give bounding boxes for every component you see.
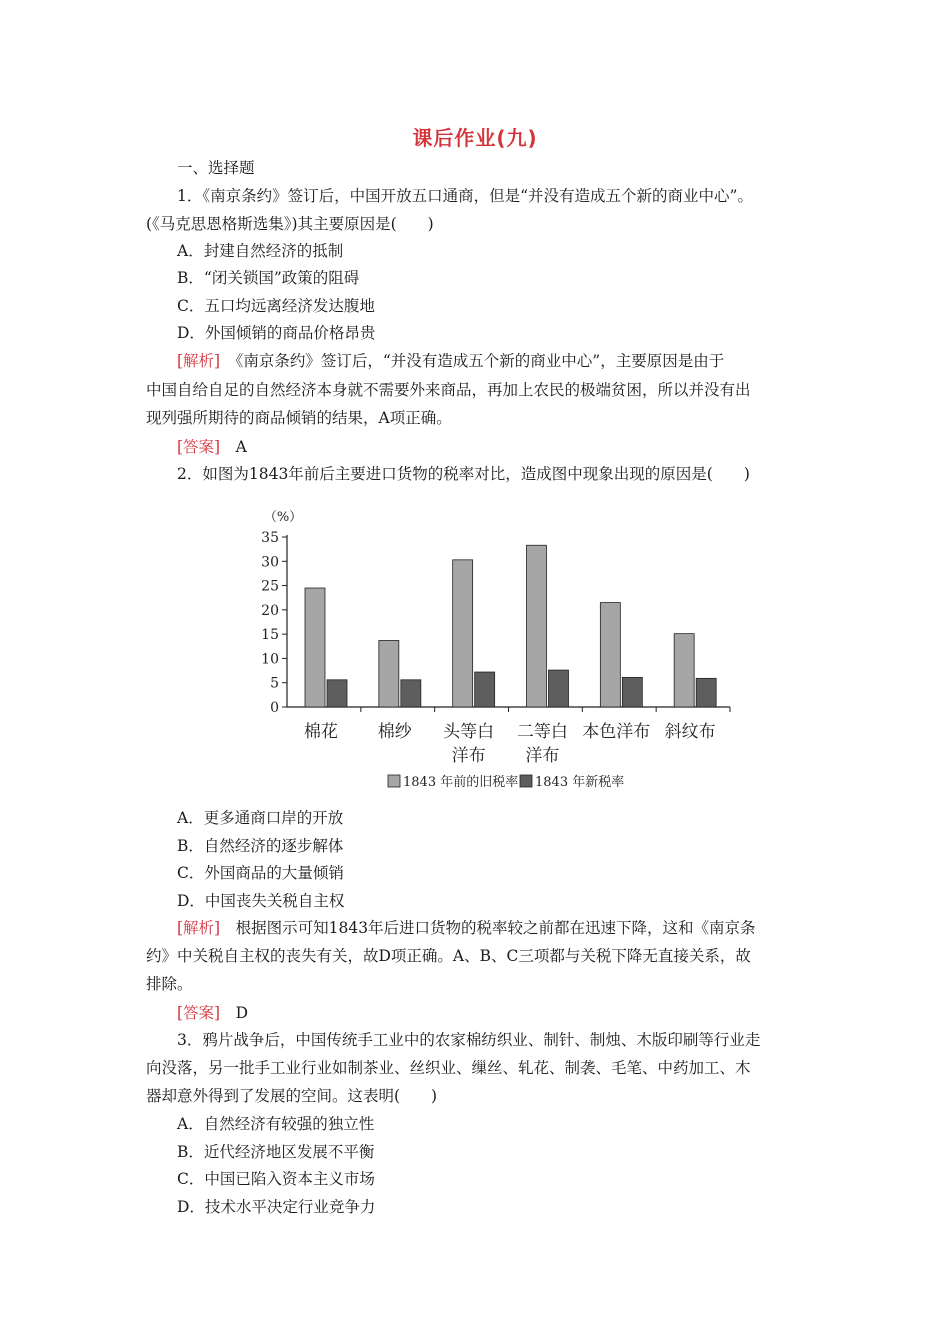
q3-stem-line2: 向没落，另一批手工业行业如制茶业、丝织业、缫丝、轧花、制袭、毛笔、中药加工、木 bbox=[146, 1059, 751, 1077]
q2-option-a: A．更多通商口岸的开放 bbox=[177, 809, 344, 827]
bar-new-rate bbox=[549, 670, 569, 707]
q1-option-a: A．封建自然经济的抵制 bbox=[177, 242, 344, 260]
q1-stem-line2: (《马克思恩格斯选集》)其主要原因是( ) bbox=[146, 215, 434, 233]
q2-analysis-line3: 排除。 bbox=[146, 975, 193, 993]
q2-answer bbox=[177, 1003, 248, 1023]
q3-option-a: A．自然经济有较强的独立性 bbox=[177, 1115, 375, 1133]
section-heading: 一、选择题 bbox=[177, 159, 255, 177]
answer-value: D bbox=[235, 1004, 249, 1022]
page-title: 课后作业(九) bbox=[412, 126, 538, 150]
category-label: 斜纹布 bbox=[664, 722, 716, 742]
q2-option-d: D．中国丧失关税自主权 bbox=[177, 892, 345, 910]
q1-answer bbox=[177, 437, 247, 457]
analysis-tag: [解析] bbox=[177, 352, 221, 370]
q3-option-c: C．中国已陷入资本主义市场 bbox=[177, 1170, 375, 1188]
y-tick-label: 10 bbox=[261, 651, 279, 668]
q1-stem-line1: 1．《南京条约》签订后，中国开放五口通商，但是“并没有造成五个新的商业中心”。 bbox=[177, 187, 753, 205]
category-label: 洋布 bbox=[525, 746, 560, 766]
bar-old-rate bbox=[379, 640, 399, 707]
answer-tag: [答案] bbox=[177, 1004, 221, 1022]
legend-label: 1843 年前的旧税率 bbox=[403, 775, 519, 790]
y-tick-label: 30 bbox=[261, 554, 279, 571]
q3-stem-line3: 器却意外得到了发展的空间。这表明( ) bbox=[146, 1087, 438, 1105]
q2-analysis-line1: [解析] 根据图示可知1843年后进口货物的税率较之前都在迅速下降，这和《南京条 bbox=[177, 919, 756, 937]
q1-option-c: C．五口均远离经济发达腹地 bbox=[177, 297, 375, 315]
q2-option-c: C．外国商品的大量倾销 bbox=[177, 864, 344, 882]
legend-swatch bbox=[388, 775, 400, 787]
y-tick-label: 5 bbox=[270, 675, 279, 692]
bar-old-rate bbox=[674, 634, 694, 707]
q3-option-d: D．技术水平决定行业竞争力 bbox=[177, 1198, 376, 1216]
category-label: 棉纱 bbox=[377, 722, 412, 742]
category-label: 棉花 bbox=[303, 722, 338, 742]
q1-option-b: B．“闭关锁国”政策的阻碍 bbox=[177, 269, 360, 287]
analysis-tag: [解析] bbox=[177, 919, 221, 937]
legend-label: 1843 年新税率 bbox=[535, 775, 625, 790]
answer-tag: [答案] bbox=[177, 438, 221, 456]
q1-analysis-line2: 中国自给自足的自然经济本身就不需要外来商品，再加上农民的极端贫困，所以并没有出 bbox=[146, 381, 751, 399]
y-tick-label: 25 bbox=[261, 578, 279, 595]
tariff-bar-chart bbox=[255, 505, 755, 805]
bar-new-rate bbox=[622, 677, 642, 707]
bar-new-rate bbox=[327, 680, 347, 707]
bar-old-rate bbox=[453, 560, 473, 707]
q3-stem-line1: 3．鸦片战争后，中国传统手工业中的农家棉纺织业、制针、制烛、木版印刷等行业走 bbox=[177, 1031, 761, 1049]
category-label: 二等白 bbox=[516, 722, 568, 742]
y-axis-unit-label: （%） bbox=[263, 510, 303, 525]
q1-option-d: D．外国倾销的商品价格昂贵 bbox=[177, 324, 376, 342]
bar-new-rate bbox=[475, 672, 495, 707]
bar-new-rate bbox=[401, 680, 421, 707]
q1-analysis-line3: 现列强所期待的商品倾销的结果，A项正确。 bbox=[146, 409, 452, 427]
legend-swatch bbox=[520, 775, 532, 787]
q2-stem: 2．如图为1843年前后主要进口货物的税率对比，造成图中现象出现的原因是( ) bbox=[177, 465, 750, 483]
bar-old-rate bbox=[305, 588, 325, 707]
y-tick-label: 0 bbox=[270, 700, 279, 716]
q1-analysis-line1: [解析] 《南京条约》签订后，“并没有造成五个新的商业中心”，主要原因是由于 bbox=[177, 352, 725, 370]
y-tick-label: 15 bbox=[261, 627, 279, 644]
category-label: 本色洋布 bbox=[582, 722, 651, 742]
bar-old-rate bbox=[527, 545, 547, 707]
bar-new-rate bbox=[696, 678, 716, 707]
q2-analysis-line2: 约》中关税自主权的丧失有关，故D项正确。A、B、C三项都与关税下降无直接关系，故 bbox=[146, 947, 751, 965]
q3-option-b: B．近代经济地区发展不平衡 bbox=[177, 1143, 375, 1161]
bar-old-rate bbox=[600, 603, 620, 707]
q2-option-b: B．自然经济的逐步解体 bbox=[177, 837, 344, 855]
category-label: 洋布 bbox=[451, 746, 486, 766]
answer-value: A bbox=[235, 438, 247, 456]
y-tick-label: 20 bbox=[261, 602, 279, 619]
y-tick-label: 35 bbox=[261, 530, 279, 546]
category-label: 头等白 bbox=[443, 722, 495, 742]
